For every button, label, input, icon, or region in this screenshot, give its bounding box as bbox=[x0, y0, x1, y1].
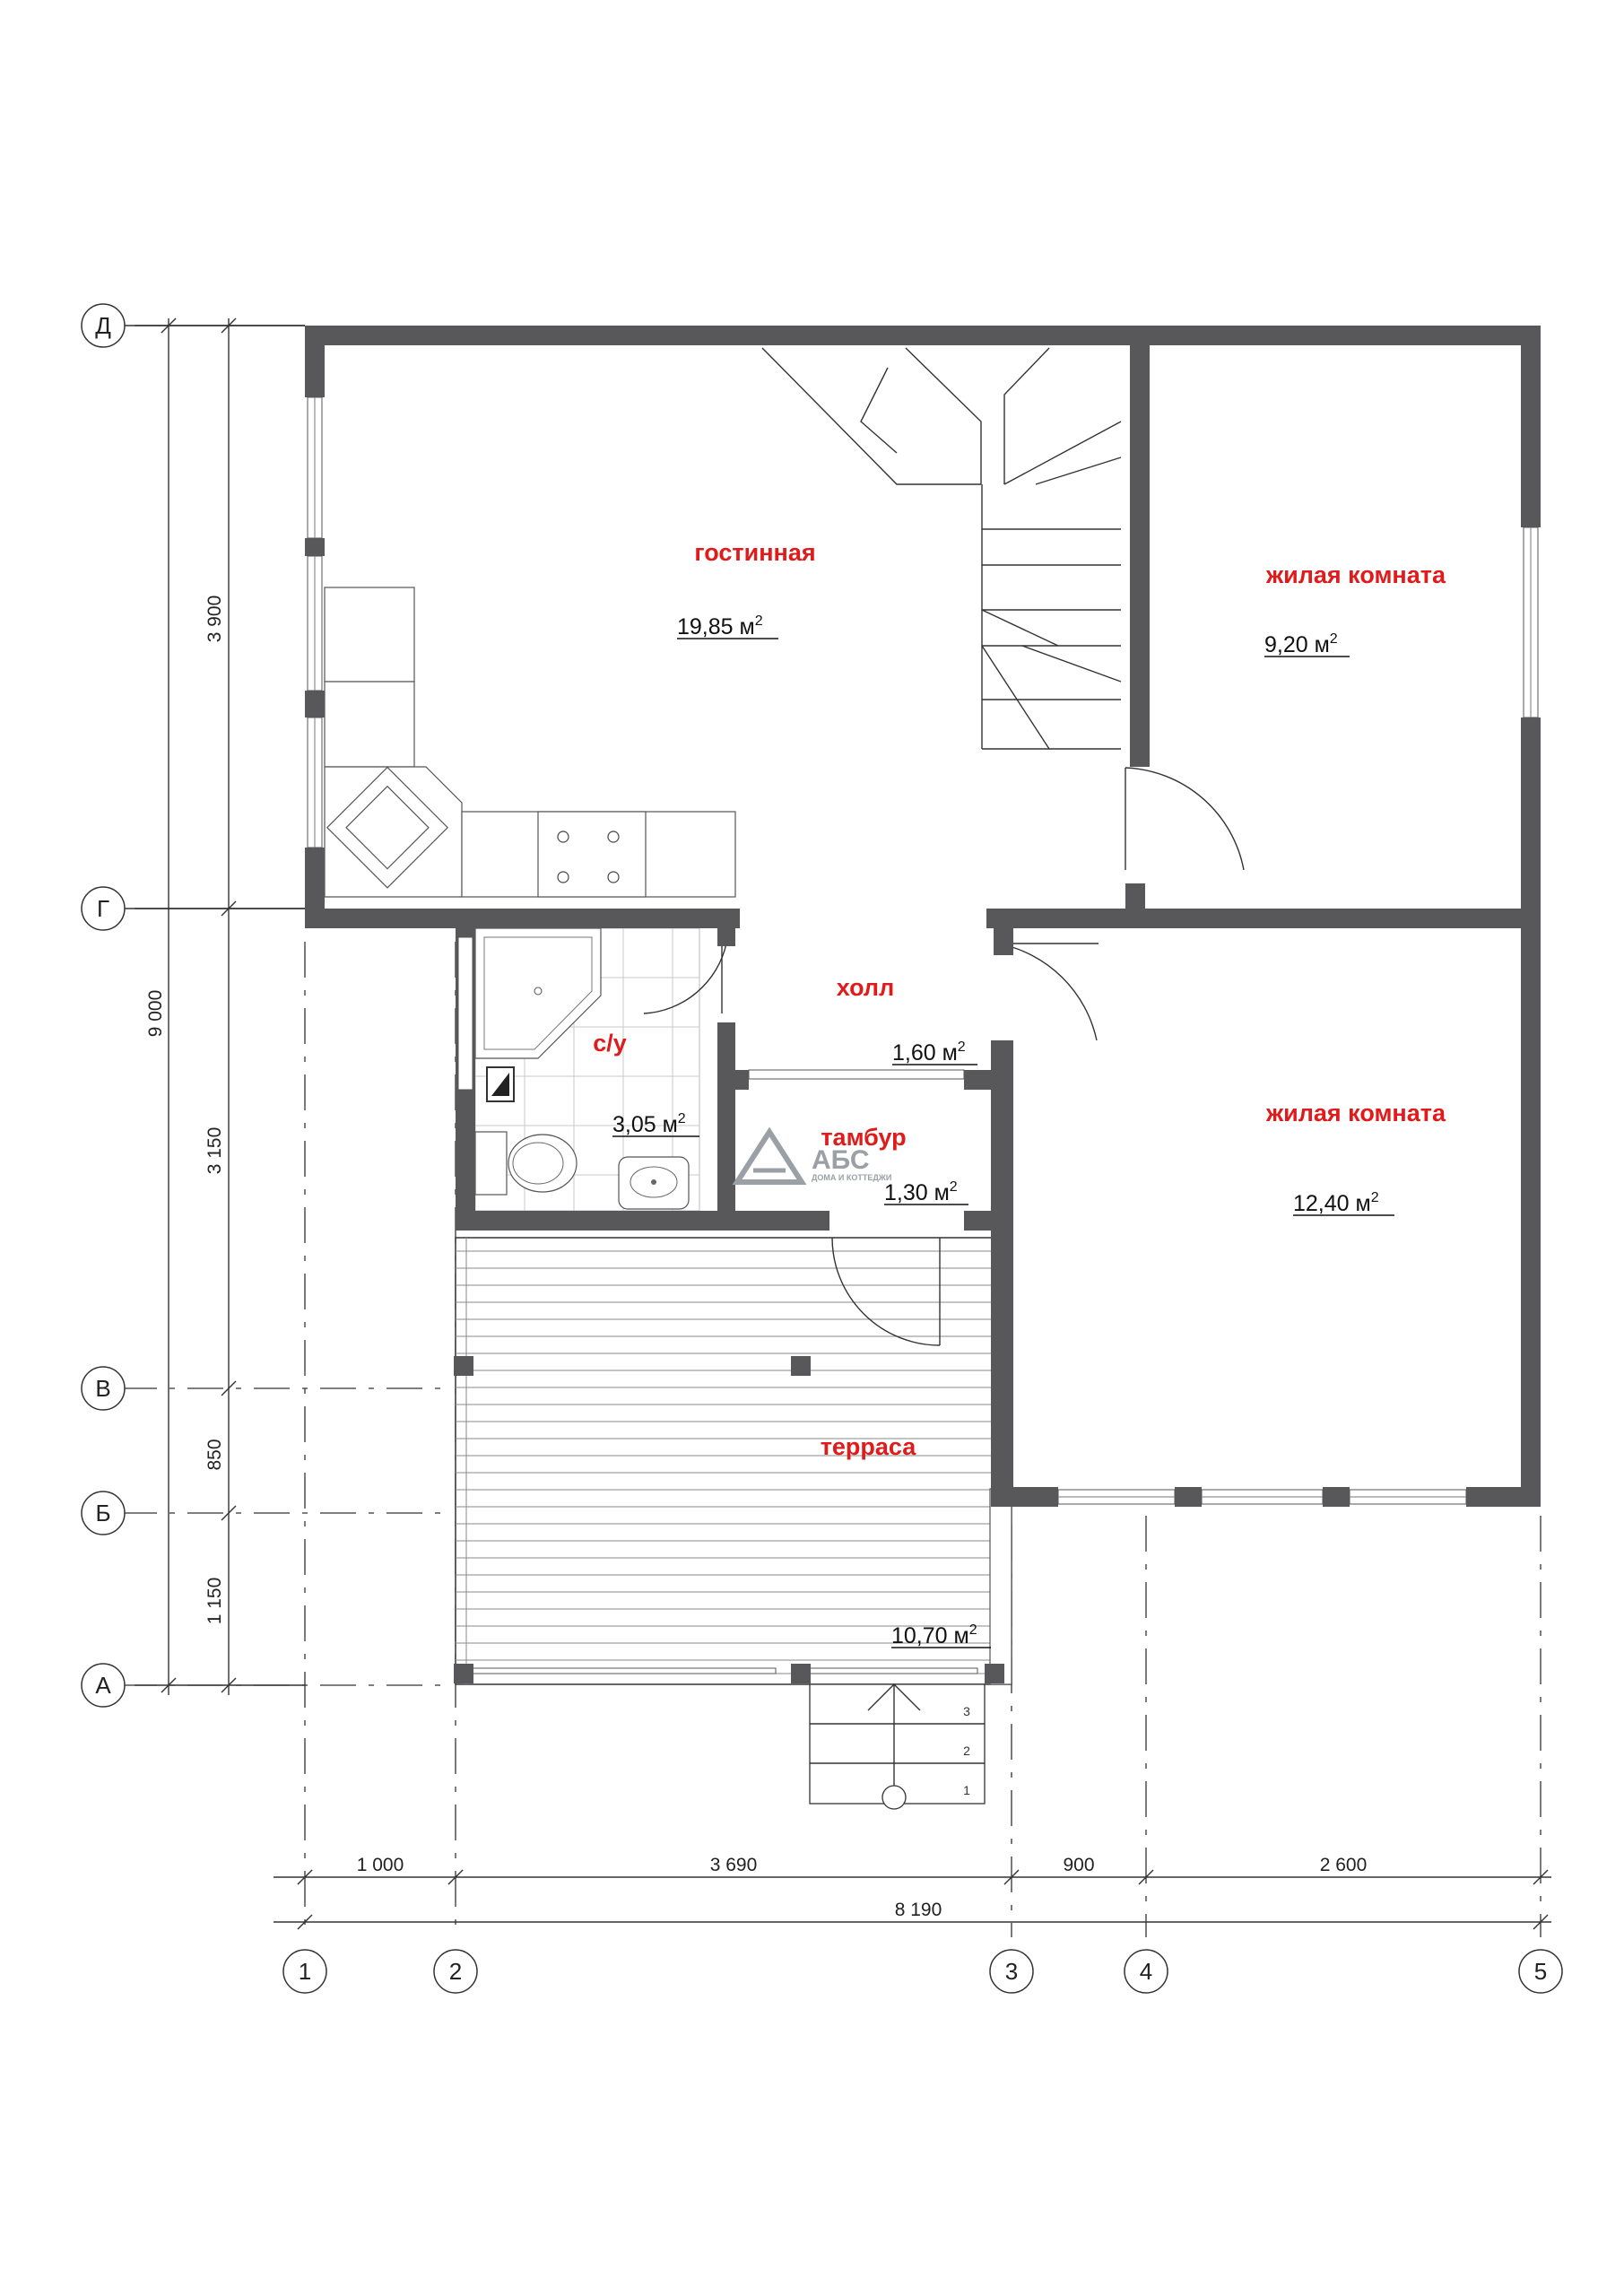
room-bedroom1-name: жилая комната bbox=[1266, 561, 1446, 588]
room-bathroom-name: с/у bbox=[593, 1030, 627, 1057]
room-terrace-name: терраса bbox=[820, 1433, 916, 1460]
room-hall-name: холл bbox=[836, 974, 895, 1001]
dim-left-850: 850 bbox=[204, 1439, 225, 1471]
svg-text:4: 4 bbox=[1139, 1958, 1153, 1985]
svg-text:В: В bbox=[95, 1375, 111, 1402]
axis-marker-B bbox=[82, 1492, 125, 1535]
svg-text:А: А bbox=[95, 1672, 111, 1699]
dim-bottom-1000: 1 000 bbox=[356, 1855, 404, 1875]
dim-left-3150: 3 150 bbox=[204, 1126, 225, 1175]
step-2-label: 2 bbox=[963, 1744, 970, 1758]
terrace-decking bbox=[456, 1238, 1012, 1684]
svg-text:Г: Г bbox=[96, 895, 110, 922]
axis-marker-V bbox=[82, 1367, 125, 1410]
axis-marker-5 bbox=[1519, 1950, 1562, 1993]
tambour-window bbox=[749, 1070, 964, 1079]
room-vestibule-name: тамбур bbox=[821, 1124, 907, 1151]
room-living-name: гостинная bbox=[694, 539, 816, 566]
dim-left-total: 9 000 bbox=[145, 989, 166, 1038]
dim-bottom-3690: 3 690 bbox=[709, 1855, 758, 1875]
dim-left-1150: 1 150 bbox=[204, 1577, 225, 1625]
room-vestibule-area: 1,30 $м^2$ bbox=[884, 1179, 958, 1205]
room-living-area: 19,85 $м^2$ bbox=[677, 613, 763, 639]
svg-text:5: 5 bbox=[1533, 1958, 1548, 1985]
svg-text:1: 1 bbox=[298, 1958, 312, 1985]
dim-bottom-900: 900 bbox=[1063, 1855, 1095, 1875]
interior-staircase bbox=[762, 348, 1121, 749]
room-bedroom2-area: 12,40 $м^2$ bbox=[1293, 1190, 1379, 1216]
room-terrace-area: 10,70 $м^2$ bbox=[891, 1622, 977, 1648]
washbasin bbox=[619, 1157, 689, 1209]
axis-marker-2 bbox=[434, 1950, 477, 1993]
water-heater bbox=[487, 1067, 514, 1101]
step-3-label: 3 bbox=[963, 1704, 970, 1718]
axis-marker-3 bbox=[990, 1950, 1033, 1993]
dim-left-3900: 3 900 bbox=[204, 595, 225, 643]
axis-marker-4 bbox=[1125, 1950, 1168, 1993]
dim-bottom-total: 8 190 bbox=[894, 1900, 942, 1920]
step-1-label: 1 bbox=[963, 1783, 970, 1797]
dim-bottom-2600: 2 600 bbox=[1319, 1855, 1368, 1875]
living-room-furniture bbox=[325, 587, 735, 897]
axis-marker-D bbox=[82, 304, 305, 347]
logo-mark: АБС bbox=[812, 1145, 870, 1175]
logo-tagline: ДОМА И КОТТЕДЖИ bbox=[812, 1173, 892, 1182]
room-hall-area: 1,60 $м^2$ bbox=[892, 1039, 966, 1065]
room-bedroom1-area: 9,20 $м^2$ bbox=[1264, 631, 1338, 657]
axis-marker-G bbox=[82, 887, 305, 930]
room-bathroom-area: 3,05 $м^2$ bbox=[612, 1111, 686, 1137]
axis-marker-1 bbox=[283, 1950, 326, 1993]
svg-text:Б: Б bbox=[95, 1500, 111, 1526]
toilet bbox=[475, 1132, 577, 1195]
room-bedroom2-name: жилая комната bbox=[1266, 1100, 1446, 1126]
entrance-steps bbox=[810, 1684, 985, 1809]
svg-text:Д: Д bbox=[95, 312, 111, 339]
axis-marker-A bbox=[82, 1664, 125, 1707]
svg-text:3: 3 bbox=[1004, 1958, 1019, 1985]
svg-text:2: 2 bbox=[448, 1958, 463, 1985]
